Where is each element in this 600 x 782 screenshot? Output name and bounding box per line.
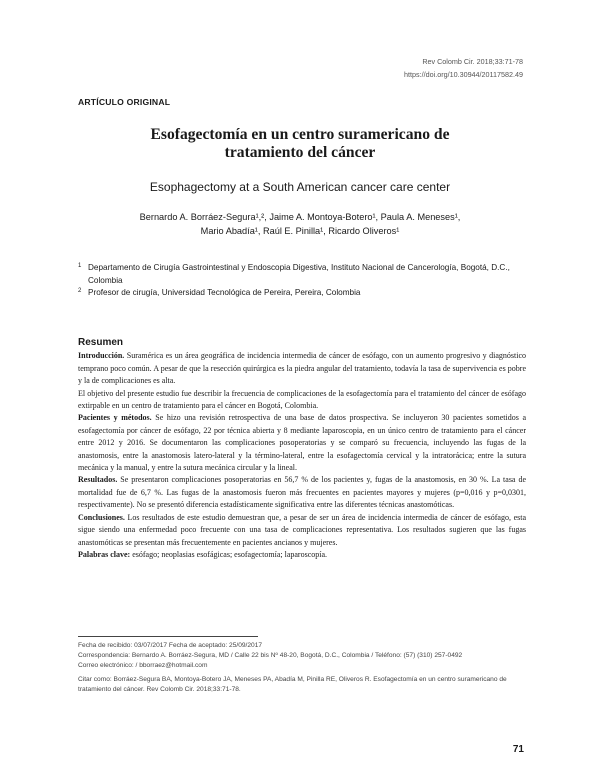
affiliation-text: Profesor de cirugía, Universidad Tecnológica de Pereira, Pereira, Colombia (88, 288, 361, 297)
intro-text: Suramérica es un área geográfica de incidencia intermedia de cáncer de esófago, con un aumento progresivo y diagnóstico temprano poco común. A pesar de que la resección quirúrgica es la piedra angular del tratamiento, todavía la tasa de supervivencia es pobre y la de complicaciones es alta. (78, 351, 526, 386)
english-title: Esophagectomy at a South American cancer care center (149, 180, 451, 194)
abstract-conclusions (78, 512, 526, 549)
cite-as: Citar como: Borráez-Segura BA, Montoya-Botero JA, Meneses PA, Abadía M, Pinilla RE, Oliveros R. Esofagectomía en un centro suramericano de tratamiento del cáncer. Rev Colomb Cir. 2018;33:71-78. (78, 676, 507, 693)
title-line-1: Esofagectomía en un centro suramericano de (150, 126, 450, 143)
conclusions-text: Los resultados de este estudio demuestran que, a pesar de ser un área de incidencia intermedia de cáncer de esófago, esta sigue siendo una enfermedad poco frecuente con una tasa de complicaciones representativa. Los resultados sugieren que las fugas anastomóticas se presentan más frecuentemente en pacientes ancianos y mujeres. (78, 512, 526, 547)
affiliation-1 (78, 262, 530, 287)
methods-text: Se hizo una revisión retrospectiva de una base de datos prospectiva. Se incluyeron 30 pacientes sometidos a esofagectomía por cáncer de esófago, 22 por técnica abierta y 8 mediante laparoscopia, en un único centro de tratamiento para el cáncer entre 2012 y 2016. Se documentaron las complicaciones posoperatorias y se comparó su frecuencia, incluyendo las fugas de la anastomosis, entre la anastomosis latero-lateral y la término-lateral, entre la esofagectomía cervical y la intratorácica; entre la sutura mecánica y la manual, y entre la sutura mecánica circular y la lineal. (78, 413, 526, 473)
methods-label: Pacientes y métodos. (78, 413, 152, 423)
authors-line-2: Mario Abadía¹, Raúl E. Pinilla¹, Ricardo Oliveros¹ (200, 226, 400, 236)
abstract-heading: Resumen (78, 337, 124, 348)
section-label: ARTÍCULO ORIGINAL (78, 97, 171, 107)
keywords-label: Palabras clave: (78, 549, 131, 559)
conclusions-label: Conclusiones. (78, 512, 125, 522)
footer-divider (78, 636, 258, 637)
correspondence: Correspondencia: Bernardo A. Borráez-Segura, MD / Calle 22 bis Nº 48-20, Bogotá, D.C., Colombia / Teléfono: (57) (310) 257-0492 (78, 652, 463, 659)
affiliation-mark: 1 (78, 263, 82, 269)
affiliation-mark: 2 (78, 288, 82, 294)
abstract-keywords (78, 549, 526, 561)
affiliation-text: Departamento de Cirugía Gastrointestinal y Endoscopia Digestiva, Instituto Nacional de Cancerología, Bogotá, D.C., Colombia (88, 263, 510, 285)
article-footer (78, 641, 526, 695)
author-list (100, 210, 500, 238)
doi-link[interactable]: https://doi.org/10.30944/20117582.49 (404, 70, 523, 79)
results-label: Resultados. (78, 475, 118, 485)
abstract-results (78, 474, 526, 511)
abstract-introduction (78, 350, 526, 387)
affiliation-2 (78, 287, 530, 300)
received-accepted-dates: Fecha de recibido: 03/07/2017 Fecha de aceptado: 25/09/2017 (78, 642, 263, 649)
page-number: 71 (512, 744, 524, 755)
intro-label: Introducción. (78, 351, 125, 361)
keywords-text: esófago; neoplasias esofágicas; esofagectomía; laparoscopía. (130, 549, 328, 559)
article-title (80, 126, 520, 162)
email-line: Correo electrónico: / bborraez@hotmail.com (78, 662, 208, 669)
journal-reference (404, 55, 523, 81)
journal-citation: Rev Colomb Cir. 2018;33:71-78 (422, 57, 523, 66)
title-line-2: tratamiento del cáncer (224, 144, 376, 161)
abstract (78, 337, 526, 561)
authors-line-1: Bernardo A. Borráez-Segura¹,², Jaime A. Montoya-Botero¹, Paula A. Meneses¹, (139, 212, 461, 222)
abstract-objective: El objetivo del presente estudio fue describir la frecuencia de complicaciones de la esofagectomía para el tratamiento del cáncer de esófago extirpable en un centro de tratamiento para el cáncer en Bogotá, Colombia. (78, 388, 526, 411)
results-text: Se presentaron complicaciones posoperatorias en 56,7 % de los pacientes y, fugas de la anastomosis, en 30 %. La tasa de mortalidad fue de 6,7 %. Las fugas de la anastomosis fueron más frecuentes en pacientes mayores y mujeres (p=0,016 y p=0,0301, respectivamente). No se presentó diferencia estadísticamente significativa entre las diferentes técnicas anastomóticas. (78, 475, 526, 510)
abstract-methods (78, 412, 526, 474)
affiliations (78, 262, 530, 300)
